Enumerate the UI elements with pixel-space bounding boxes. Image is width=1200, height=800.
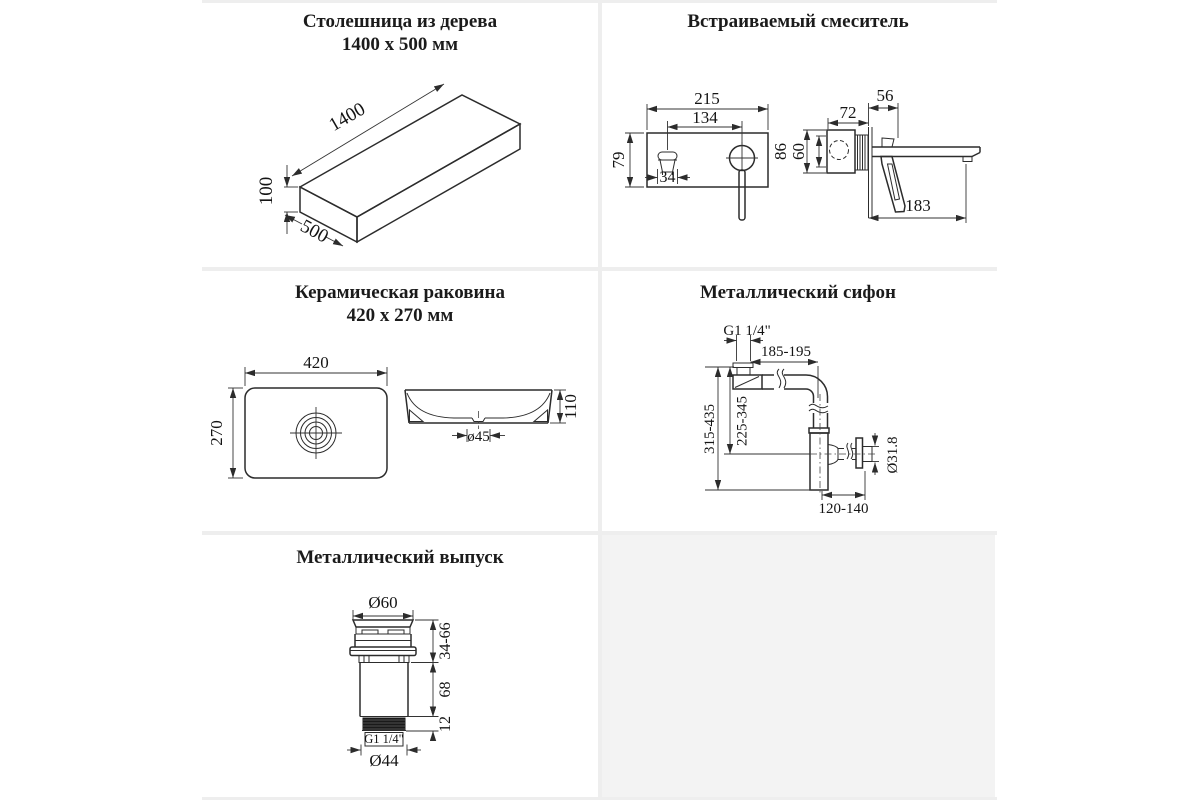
dim-countertop-length: 1400 [325,98,369,136]
dim-drain-upper-height: 34-66 [437,622,454,660]
countertop-title: Столешница из дерева [302,11,498,32]
dim-sink-height: 110 [561,394,580,419]
dim-sink-drain-diameter: ø45 [467,429,490,445]
sink-subtitle: 420 x 270 мм [346,305,454,326]
dim-mixer-wall-to-handle: 56 [876,86,894,105]
sink-top-dimensions [207,353,387,478]
dim-mixer-spout-length: 183 [905,196,931,215]
dim-countertop-thickness: 100 [256,176,277,206]
dim-mixer-plate-height: 79 [609,151,628,169]
dim-drain-thread-height: 12 [437,716,454,732]
dim-siphon-outlet-diameter: Ø31.8 [885,436,901,474]
dim-mixer-centers: 134 [692,108,718,127]
countertop-drawing [202,60,598,265]
dim-drain-cap-diameter: Ø60 [368,593,398,612]
countertop-title-block [202,10,598,56]
drain-outlet-drawing [202,590,598,797]
dim-sink-depth: 270 [207,420,226,446]
sink-title-block [202,281,598,327]
dim-mixer-body-height: 86 [771,143,790,160]
siphon-title: Металлический сифон [700,282,896,303]
siphon-title-block [598,281,998,304]
dim-drain-thread: G1 1/4" [364,731,404,746]
dim-mixer-spout-width: 34 [659,169,676,186]
countertop-subtitle: 1400 x 500 мм [341,34,459,55]
sink-side-view [405,390,552,429]
mixer-drawing [598,60,998,265]
countertop-dimensions [256,84,444,248]
dim-siphon-total-height: 315-435 [702,404,718,454]
dim-mixer-cartridge-height: 60 [789,143,808,160]
dim-mixer-plate-width: 215 [694,89,720,108]
mixer-front-dimensions [609,89,768,187]
sink-title: Керамическая раковина [295,282,505,303]
dim-sink-width: 420 [303,353,329,372]
dim-siphon-horizontal-reach: 185-195 [761,344,811,360]
drain-outlet-title: Металлический выпуск [296,547,504,568]
sink-drawing [202,325,598,531]
siphon-drawing [598,325,998,531]
dim-siphon-outlet-height: 225-345 [734,396,751,446]
mixer-title-block [598,10,998,33]
mixer-title: Встраиваемый смеситель [687,11,909,32]
drain-outlet-title-block [202,546,598,569]
dim-siphon-wall-offset: 120-140 [818,501,869,517]
dim-siphon-inlet-thread: G1 1/4" [723,323,771,339]
dim-drain-body-height: 68 [437,681,454,698]
empty-cell [602,535,995,797]
drain-outlet-body [350,620,416,746]
dim-drain-thread-diameter: Ø44 [369,751,399,770]
mixer-side-view [827,127,980,218]
dim-countertop-depth: 500 [296,215,332,248]
sink-top-view [245,388,387,478]
siphon-dimensions [702,323,901,517]
dim-mixer-body-depth: 72 [839,103,857,122]
